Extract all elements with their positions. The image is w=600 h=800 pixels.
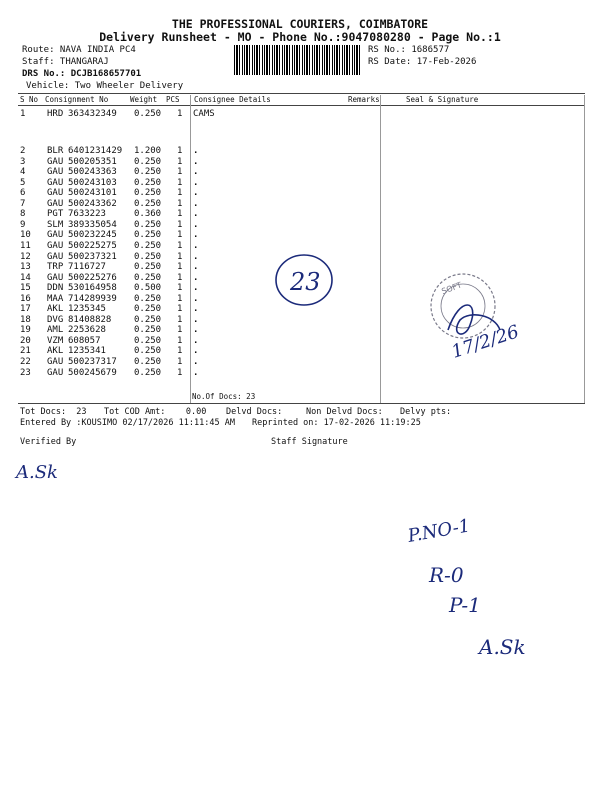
cell-pcs: 1 bbox=[177, 198, 183, 209]
signature-with-date bbox=[440, 290, 550, 370]
rs-date: RS Date: 17-Feb-2026 bbox=[368, 57, 477, 67]
cell-weight: 0.250 bbox=[134, 188, 162, 199]
staff-label: Staff: THANGARAJ bbox=[22, 57, 109, 67]
reprinted-on: Reprinted on: 17-02-2026 11:19:25 bbox=[252, 418, 421, 428]
cell-consignee: . bbox=[193, 357, 199, 367]
cell-pcs: 1 bbox=[177, 283, 183, 294]
cell-pcs: 1 bbox=[177, 325, 183, 336]
cell-pcs: 1 bbox=[177, 272, 183, 283]
cell-pcs: 1 bbox=[177, 346, 183, 357]
cell-code: MAA bbox=[47, 293, 64, 304]
cell-consignee: . bbox=[193, 335, 199, 346]
circled-count-handwriting bbox=[270, 250, 340, 310]
cell-code: GAU bbox=[47, 167, 64, 178]
cell-consignee: . bbox=[193, 156, 199, 167]
cell-num: 2253628 bbox=[68, 325, 106, 336]
cell-weight: 0.250 bbox=[134, 167, 162, 178]
cell-consignee: . bbox=[193, 240, 199, 251]
cell-code: GAU bbox=[47, 357, 64, 367]
col-sno: S No bbox=[20, 95, 39, 104]
table-top-rule bbox=[18, 93, 585, 94]
cell-num: 500225275 bbox=[68, 240, 117, 251]
cell-weight: 0.250 bbox=[134, 219, 162, 230]
cell-weight: 0.250 bbox=[134, 335, 162, 346]
cell-consignee: . bbox=[193, 283, 199, 294]
cell-num: 500225276 bbox=[68, 272, 117, 283]
cell-weight: 0.250 bbox=[134, 325, 162, 336]
cell-code: BLR bbox=[47, 146, 64, 156]
cell-sno: 16 bbox=[20, 293, 31, 304]
cell-weight: 0.250 bbox=[134, 367, 162, 378]
cell-num: 363432349 bbox=[68, 109, 117, 119]
cell-num: 500237317 bbox=[68, 357, 117, 367]
cell-sno: 15 bbox=[20, 283, 31, 294]
col-remarks: Remarks bbox=[348, 95, 380, 104]
cell-pcs: 1 bbox=[177, 209, 183, 220]
cell-num: 500237321 bbox=[68, 251, 117, 262]
column-divider bbox=[190, 95, 191, 403]
cell-code: VZM bbox=[47, 335, 64, 346]
cell-pcs: 1 bbox=[177, 240, 183, 251]
delvd-docs: Delvd Docs: bbox=[226, 407, 283, 417]
cell-weight: 0.250 bbox=[134, 230, 162, 241]
cell-num: 530164958 bbox=[68, 283, 117, 294]
cell-consignee: . bbox=[193, 146, 199, 156]
cell-num: 81408828 bbox=[68, 314, 112, 325]
cell-pcs: 1 bbox=[177, 230, 183, 241]
col-weight: Weight bbox=[130, 95, 158, 104]
cell-consignee: . bbox=[193, 198, 199, 209]
cell-sno: 8 bbox=[20, 209, 26, 220]
cell-consignee: . bbox=[193, 293, 199, 304]
cell-num: 500243103 bbox=[68, 177, 117, 188]
cell-num: 500232245 bbox=[68, 230, 117, 241]
cell-weight: 0.250 bbox=[134, 262, 162, 273]
col-pcs: PCS bbox=[166, 95, 180, 104]
cell-consignee: . bbox=[193, 272, 199, 283]
signature-date: 17/2/26 bbox=[449, 321, 522, 363]
route-label: Route: NAVA INDIA PC4 bbox=[22, 45, 136, 55]
cell-code: GAU bbox=[47, 272, 64, 283]
cell-consignee: . bbox=[193, 251, 199, 262]
cell-code: AKL bbox=[47, 346, 64, 357]
handwritten-initials bbox=[475, 622, 545, 667]
cell-weight: 0.250 bbox=[134, 293, 162, 304]
cell-code: AML bbox=[47, 325, 64, 336]
delvy-pts: Delvy pts: bbox=[400, 407, 452, 417]
cell-consignee: . bbox=[193, 304, 199, 315]
cell-sno: 20 bbox=[20, 335, 31, 346]
col-consignee: Consignee Details bbox=[194, 95, 271, 104]
cell-num: 500243362 bbox=[68, 198, 117, 209]
cell-consignee: . bbox=[193, 367, 199, 378]
cell-num: 500205351 bbox=[68, 156, 117, 167]
cell-weight: 0.250 bbox=[134, 156, 162, 167]
cell-sno: 1 bbox=[20, 109, 26, 119]
cell-pcs: 1 bbox=[177, 156, 183, 167]
table-bottom-rule bbox=[18, 403, 585, 404]
rs-number: RS No.: 1686577 bbox=[368, 45, 450, 55]
cell-sno: 11 bbox=[20, 240, 31, 251]
cell-weight: 0.250 bbox=[134, 314, 162, 325]
cell-num: 389335054 bbox=[68, 219, 117, 230]
cell-num: 7116727 bbox=[68, 262, 106, 273]
cell-consignee: . bbox=[193, 209, 199, 220]
drs-number: DRS No.: DCJB168657701 bbox=[22, 69, 142, 79]
cell-code: AKL bbox=[47, 304, 64, 315]
cell-pcs: 1 bbox=[177, 251, 183, 262]
cell-sno: 4 bbox=[20, 167, 26, 178]
cell-code: GAU bbox=[47, 240, 64, 251]
cell-sno: 9 bbox=[20, 219, 26, 230]
cell-pcs: 1 bbox=[177, 219, 183, 230]
cell-weight: 0.250 bbox=[134, 357, 162, 367]
column-divider bbox=[380, 95, 381, 403]
cell-code: GAU bbox=[47, 198, 64, 209]
cell-code: GAU bbox=[47, 188, 64, 199]
cell-sno: 23 bbox=[20, 367, 31, 378]
note-line-3: P-1 bbox=[449, 593, 481, 617]
cell-consignee: . bbox=[193, 219, 199, 230]
cell-weight: 0.250 bbox=[134, 198, 162, 209]
cell-weight: 0.250 bbox=[134, 346, 162, 357]
cell-num: 500243363 bbox=[68, 167, 117, 178]
cell-pcs: 1 bbox=[177, 177, 183, 188]
entered-by: Entered By :KOUSIMO 02/17/2026 11:11:45 AM bbox=[20, 418, 235, 428]
cell-code: GAU bbox=[47, 230, 64, 241]
cell-pcs: 1 bbox=[177, 314, 183, 325]
cell-sno: 17 bbox=[20, 304, 31, 315]
cell-weight: 0.250 bbox=[134, 272, 162, 283]
cell-code: HRD bbox=[47, 109, 64, 119]
verified-initials bbox=[14, 450, 74, 490]
cell-num: 500243101 bbox=[68, 188, 117, 199]
cell-num: 500245679 bbox=[68, 367, 117, 378]
cell-pcs: 1 bbox=[177, 357, 183, 367]
table-header-rule bbox=[18, 105, 585, 106]
cell-num: 714289939 bbox=[68, 293, 117, 304]
cell-sno: 19 bbox=[20, 325, 31, 336]
staff-signature-label: Staff Signature bbox=[271, 437, 348, 447]
cell-pcs: 1 bbox=[177, 262, 183, 273]
cell-code: GAU bbox=[47, 251, 64, 262]
cell-code: DDN bbox=[47, 283, 64, 294]
cell-consignee: . bbox=[193, 262, 199, 273]
cell-code: TRP bbox=[47, 262, 64, 273]
cell-num: 7633223 bbox=[68, 209, 106, 220]
cell-consignee: CAMS bbox=[193, 109, 215, 119]
initials-text: A.Sk bbox=[479, 635, 526, 659]
cell-pcs: 1 bbox=[177, 335, 183, 346]
cell-num: 1235341 bbox=[68, 346, 106, 357]
stamp-text: SOFT bbox=[440, 280, 463, 297]
tot-cod-amt: Tot COD Amt: 0.00 bbox=[104, 407, 207, 417]
handwritten-note-1 bbox=[405, 512, 495, 552]
cell-sno: 5 bbox=[20, 177, 26, 188]
cell-code: GAU bbox=[47, 156, 64, 167]
cell-sno: 21 bbox=[20, 346, 31, 357]
verified-initials-text: A.Sk bbox=[16, 462, 58, 483]
cell-pcs: 1 bbox=[177, 304, 183, 315]
cell-consignee: . bbox=[193, 167, 199, 178]
cell-sno: 3 bbox=[20, 156, 26, 167]
cell-weight: 0.250 bbox=[134, 304, 162, 315]
cell-pcs: 1 bbox=[177, 188, 183, 199]
cell-sno: 12 bbox=[20, 251, 31, 262]
cell-pcs: 1 bbox=[177, 167, 183, 178]
cell-consignee: . bbox=[193, 325, 199, 336]
cell-sno: 7 bbox=[20, 198, 26, 209]
cell-pcs: 1 bbox=[177, 367, 183, 378]
cell-consignee: . bbox=[193, 346, 199, 357]
cell-consignee: . bbox=[193, 188, 199, 199]
note-line-1: P.NO-1 bbox=[406, 515, 472, 547]
cell-weight: 1.200 bbox=[134, 146, 162, 156]
cell-pcs: 1 bbox=[177, 146, 183, 156]
no-of-docs: No.Of Docs: 23 bbox=[192, 392, 256, 401]
cell-sno: 10 bbox=[20, 230, 31, 241]
non-delvd-docs: Non Delvd Docs: bbox=[306, 407, 383, 417]
cell-num: 1235345 bbox=[68, 304, 106, 315]
cell-sno: 14 bbox=[20, 272, 31, 283]
cell-weight: 0.250 bbox=[134, 240, 162, 251]
circled-count-text: 23 bbox=[290, 268, 321, 296]
cell-weight: 0.250 bbox=[134, 177, 162, 188]
cell-pcs: 1 bbox=[177, 109, 183, 119]
barcode-image bbox=[234, 45, 362, 75]
cell-sno: 18 bbox=[20, 314, 31, 325]
cell-weight: 0.250 bbox=[134, 251, 162, 262]
cell-code: GAU bbox=[47, 367, 64, 378]
handwritten-note-3 bbox=[445, 582, 515, 622]
cell-sno: 6 bbox=[20, 188, 26, 199]
cell-sno: 13 bbox=[20, 262, 31, 273]
cell-pcs: 1 bbox=[177, 293, 183, 304]
col-seal-signature: Seal & Signature bbox=[406, 95, 479, 104]
cell-weight: 0.360 bbox=[134, 209, 162, 220]
cell-sno: 22 bbox=[20, 357, 31, 367]
verified-by-label: Verified By bbox=[20, 437, 77, 447]
vehicle-label: Vehicle: Two Wheeler Delivery bbox=[26, 81, 184, 91]
tot-docs: Tot Docs: 23 bbox=[20, 407, 87, 417]
cell-consignee: . bbox=[193, 177, 199, 188]
cell-weight: 0.250 bbox=[134, 109, 162, 119]
cell-code: SLM bbox=[47, 219, 64, 230]
runsheet-subtitle: Delivery Runsheet - MO - Phone No.:9047080280 - Page No.:1 bbox=[99, 30, 501, 44]
cell-num: 608057 bbox=[68, 335, 101, 346]
cell-consignee: . bbox=[193, 230, 199, 241]
cell-code: PGT bbox=[47, 209, 64, 220]
cell-code: DVG bbox=[47, 314, 64, 325]
note-line-2: R-0 bbox=[429, 563, 464, 587]
cell-consignee: . bbox=[193, 314, 199, 325]
cell-num: 6401231429 bbox=[68, 146, 123, 156]
cell-code: GAU bbox=[47, 177, 64, 188]
column-divider bbox=[584, 95, 585, 403]
col-consignment: Consignment No bbox=[45, 95, 109, 104]
cell-sno: 2 bbox=[20, 146, 26, 156]
company-title: THE PROFESSIONAL COURIERS, COIMBATORE bbox=[171, 17, 429, 31]
cell-weight: 0.500 bbox=[134, 283, 162, 294]
